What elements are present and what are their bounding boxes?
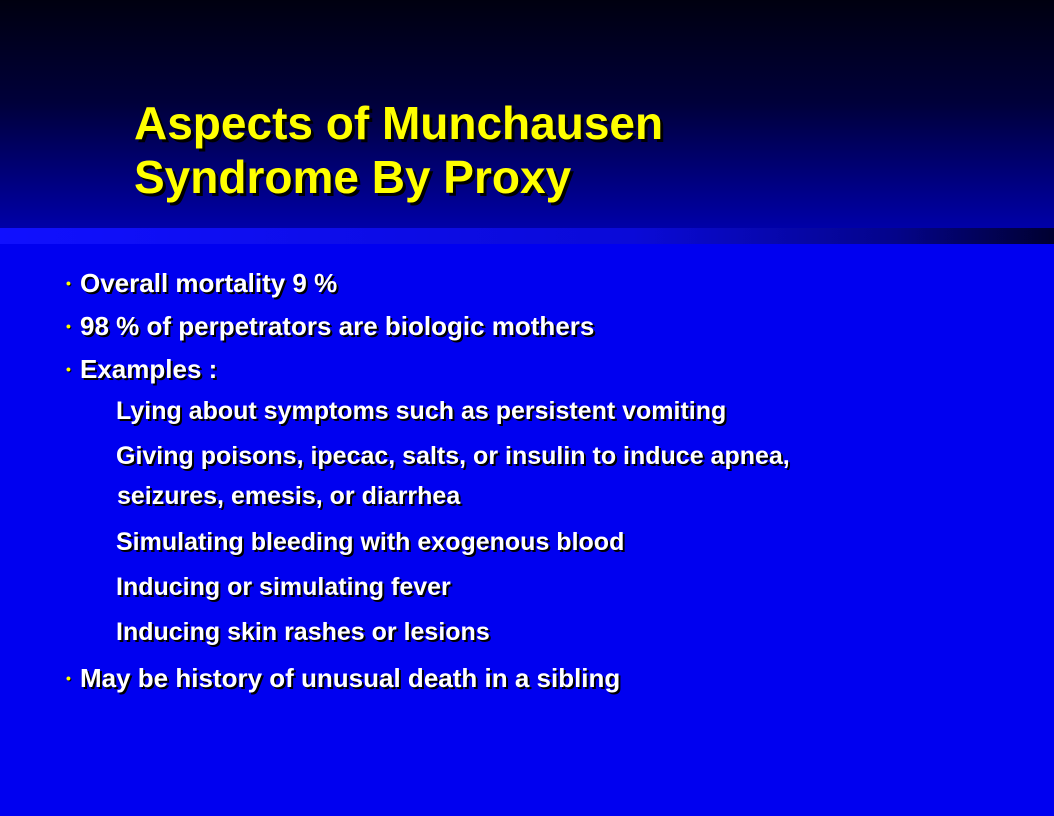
bullet-item (66, 262, 1026, 305)
sub-bullet-text: Lying about symptoms such as persistent vomiting (116, 397, 727, 425)
sub-bullet-text-continued: seizures, emesis, or diarrhea (117, 482, 461, 510)
sub-bullet-item (98, 612, 1026, 657)
bullet-icon: • (66, 670, 71, 686)
slide-title-line-1: Aspects of Munchausen (134, 97, 664, 149)
sub-bullet-item (98, 391, 1026, 436)
slide-title (134, 96, 994, 204)
bullet-icon: • (66, 361, 71, 377)
bullet-text: 98 % of perpetrators are biologic mothers (80, 311, 595, 341)
sub-bullet-item (98, 522, 1026, 567)
sub-bullet-text: Inducing or simulating fever (116, 573, 451, 601)
bullet-item (66, 657, 1026, 700)
sub-bullet-item (98, 567, 1026, 612)
sub-bullet-text: Inducing skin rashes or lesions (116, 618, 490, 646)
slide-title-line-2: Syndrome By Proxy (134, 151, 572, 203)
sub-bullet-text-block (116, 436, 790, 516)
bullet-text: Examples : (80, 354, 218, 384)
bullet-icon: • (66, 275, 71, 291)
bullet-icon: • (66, 318, 71, 334)
bullet-text: May be history of unusual death in a sibling (80, 663, 621, 693)
header-divider-bar (0, 228, 1054, 244)
bullet-item (66, 305, 1026, 348)
sub-bullet-text: Simulating bleeding with exogenous blood (116, 528, 625, 556)
sub-bullet-item (98, 436, 1026, 522)
bullet-list (66, 262, 1026, 700)
sub-bullet-text: Giving poisons, ipecac, salts, or insulin to induce apnea, (116, 442, 790, 470)
bullet-item (66, 348, 1026, 391)
bullet-text: Overall mortality 9 % (80, 268, 338, 298)
